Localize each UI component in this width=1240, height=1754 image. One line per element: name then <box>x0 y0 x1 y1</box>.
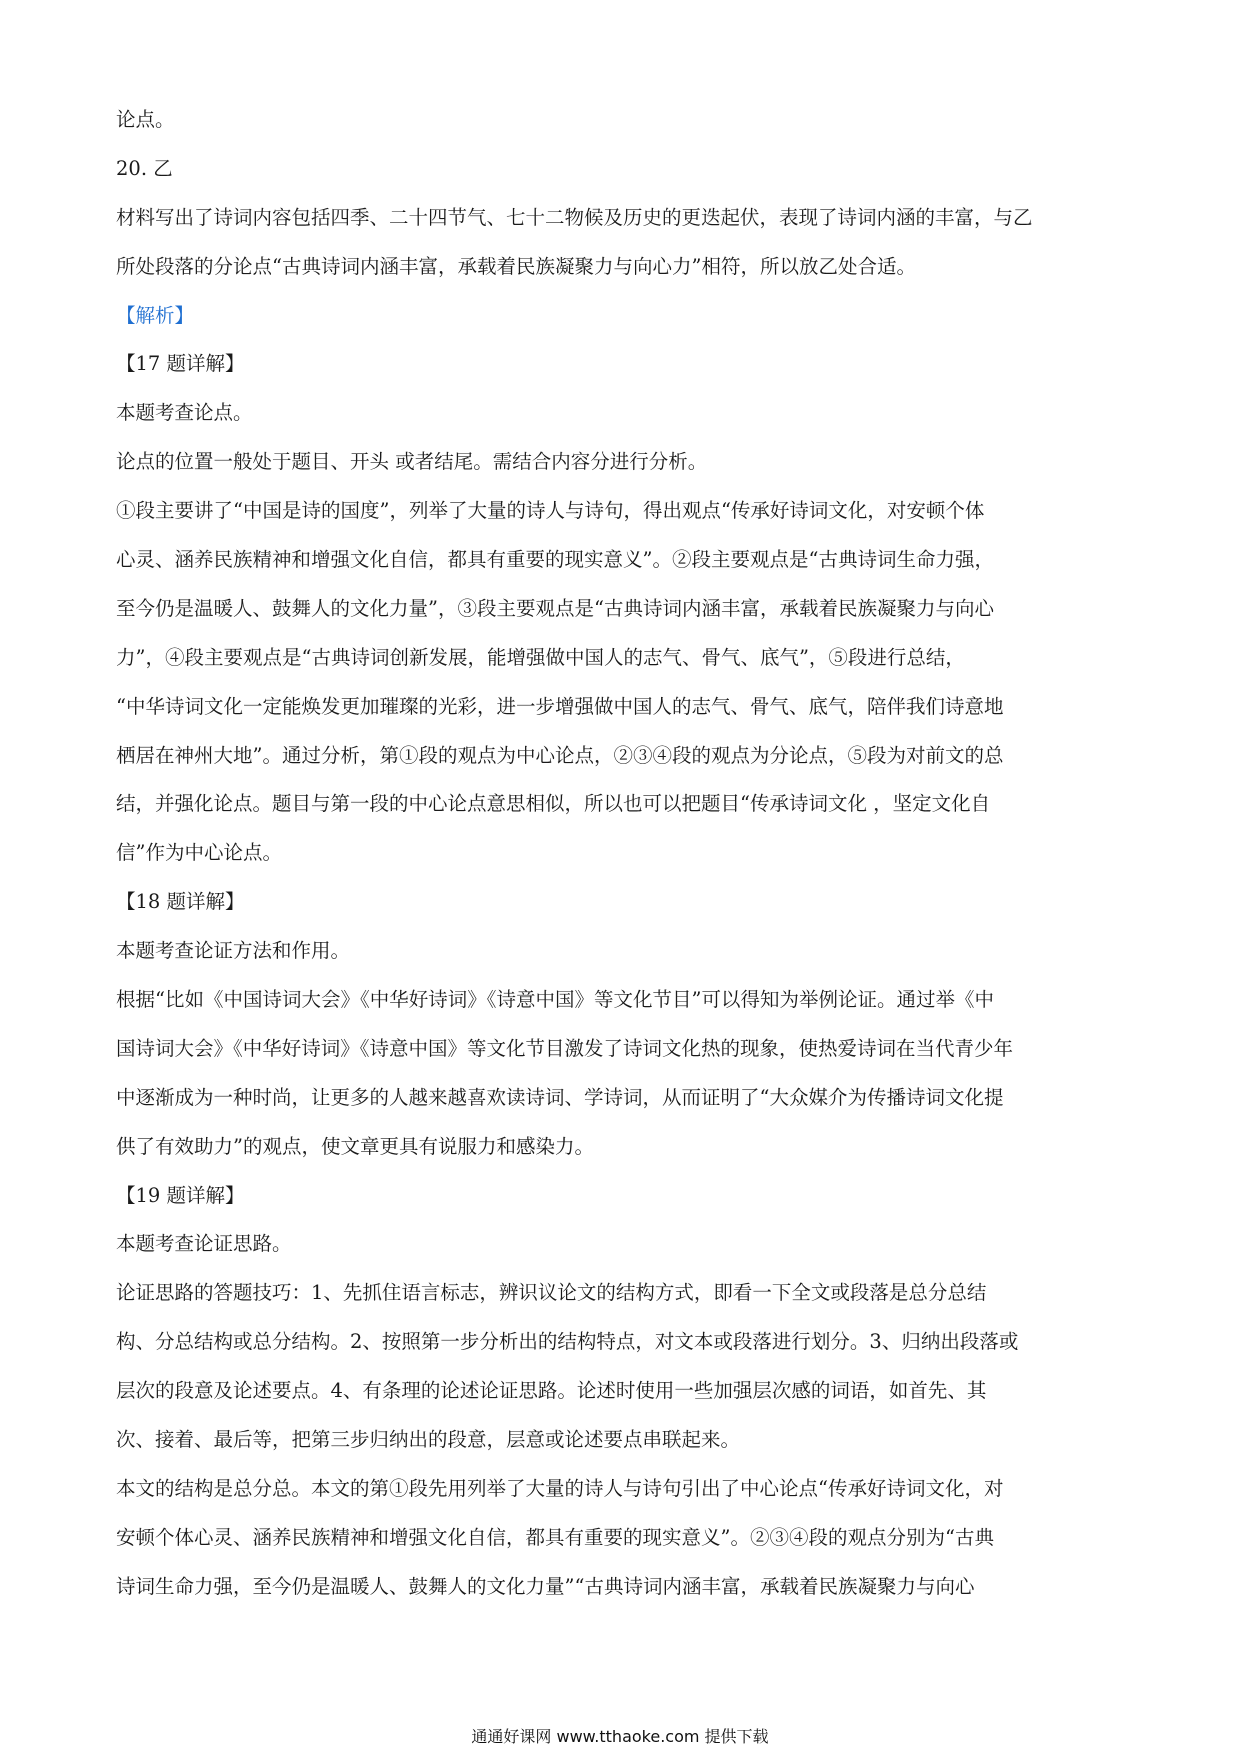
section-heading-19: 【19 题详解】 <box>116 1183 245 1207</box>
text-line: 信”作为中心论点。 <box>116 841 282 865</box>
text-line: 中逐渐成为一种时尚，让更多的人越来越喜欢读诗词、学诗词，从而证明了“大众媒介为传播诗词文化提 <box>116 1085 1004 1109</box>
text-line: 所处段落的分论点“古典诗词内涵丰富，承载着民族凝聚力与向心力”相符，所以放乙处合适。 <box>116 254 916 278</box>
text-line: 论点。 <box>116 108 175 131</box>
text-line: 至今仍是温暖人、鼓舞人的文化力量”，③段主要观点是“古典诗词内涵丰富，承载着民族凝聚力与向心 <box>116 596 994 620</box>
text-line: 层次的段意及论述要点。4、有条理的论述论证思路。论述时使用一些加强层次感的词语，如首先、其 <box>116 1379 987 1403</box>
text-line: 国诗词大会》《中华好诗词》《诗意中国》等文化节目激发了诗词文化热的现象，使热爱诗词在当代青少年 <box>116 1036 1014 1060</box>
text-line: 力”，④段主要观点是“古典诗词创新发展，能增强做中国人的志气、骨气、底气”，⑤段进行总结， <box>116 645 965 669</box>
text-line: 本题考查论证思路。 <box>116 1232 292 1256</box>
text-line: 构、分总结构或总分结构。2、按照第一步分析出的结构特点，对文本或段落进行划分。3、归纳出段落或 <box>116 1330 1019 1354</box>
text-line: ①段主要讲了“中国是诗的国度”，列举了大量的诗人与诗句，得出观点“传承好诗词文化，对安顿个体 <box>116 499 985 523</box>
text-line: 材料写出了诗词内容包括四季、二十四节气、七十二物候及历史的更迭起伏，表现了诗词内涵的丰富，与乙 <box>116 205 1033 229</box>
text-line: 论证思路的答题技巧：1、先抓住语言标志，辨识议论文的结构方式，即看一下全文或段落是总分总结 <box>116 1281 987 1305</box>
text-line: 栖居在神州大地”。通过分析，第①段的观点为中心论点，②③④段的观点为分论点，⑤段为对前文的总 <box>116 743 1004 767</box>
section-heading-18: 【18 题详解】 <box>116 890 245 914</box>
text-line: 心灵、涵养民族精神和增强文化自信，都具有重要的现实意义”。②段主要观点是“古典诗词生命力强， <box>116 548 994 572</box>
text-line: 诗词生命力强，至今仍是温暖人、鼓舞人的文化力量”“古典诗词内涵丰富，承载着民族凝聚力与向心 <box>116 1574 975 1598</box>
text-line: 论点的位置一般处于题目、开头 或者结尾。需结合内容分进行分析。 <box>116 450 708 474</box>
text-line: 供了有效助力”的观点，使文章更具有说服力和感染力。 <box>116 1134 594 1158</box>
text-line: 结，并强化论点。题目与第一段的中心论点意思相似，所以也可以把题目“传承诗词文化 ，坚定文化自 <box>116 792 991 816</box>
text-line: 本文的结构是总分总。本文的第①段先用列举了大量的诗人与诗句引出了中心论点“传承好诗词文化，对 <box>116 1476 1004 1500</box>
analysis-heading: 【解析】 <box>116 303 195 327</box>
section-heading-17: 【17 题详解】 <box>116 352 245 376</box>
text-line: 根据“比如《中国诗词大会》《中华好诗词》《诗意中国》等文化节目”可以得知为举例论证。通过举《中 <box>116 988 994 1012</box>
text-line: 次、接着、最后等，把第三步归纳出的段意，层意或论述要点串联起来。 <box>116 1428 741 1452</box>
text-line: 本题考查论点。 <box>116 401 253 425</box>
document-body <box>116 96 1126 1612</box>
page-footer: 通通好课网 www.tthaoke.com 提供下载 <box>471 1727 769 1746</box>
text-line: “中华诗词文化一定能焕发更加璀璨的光彩，进一步增强做中国人的志气、骨气、底气，陪伴我们诗意地 <box>116 694 1004 718</box>
answer-number: 20. 乙 <box>116 156 173 180</box>
text-line: 本题考查论证方法和作用。 <box>116 939 351 963</box>
text-line: 安顿个体心灵、涵养民族精神和增强文化自信，都具有重要的现实意义”。②③④段的观点分别为“古典 <box>116 1525 994 1549</box>
